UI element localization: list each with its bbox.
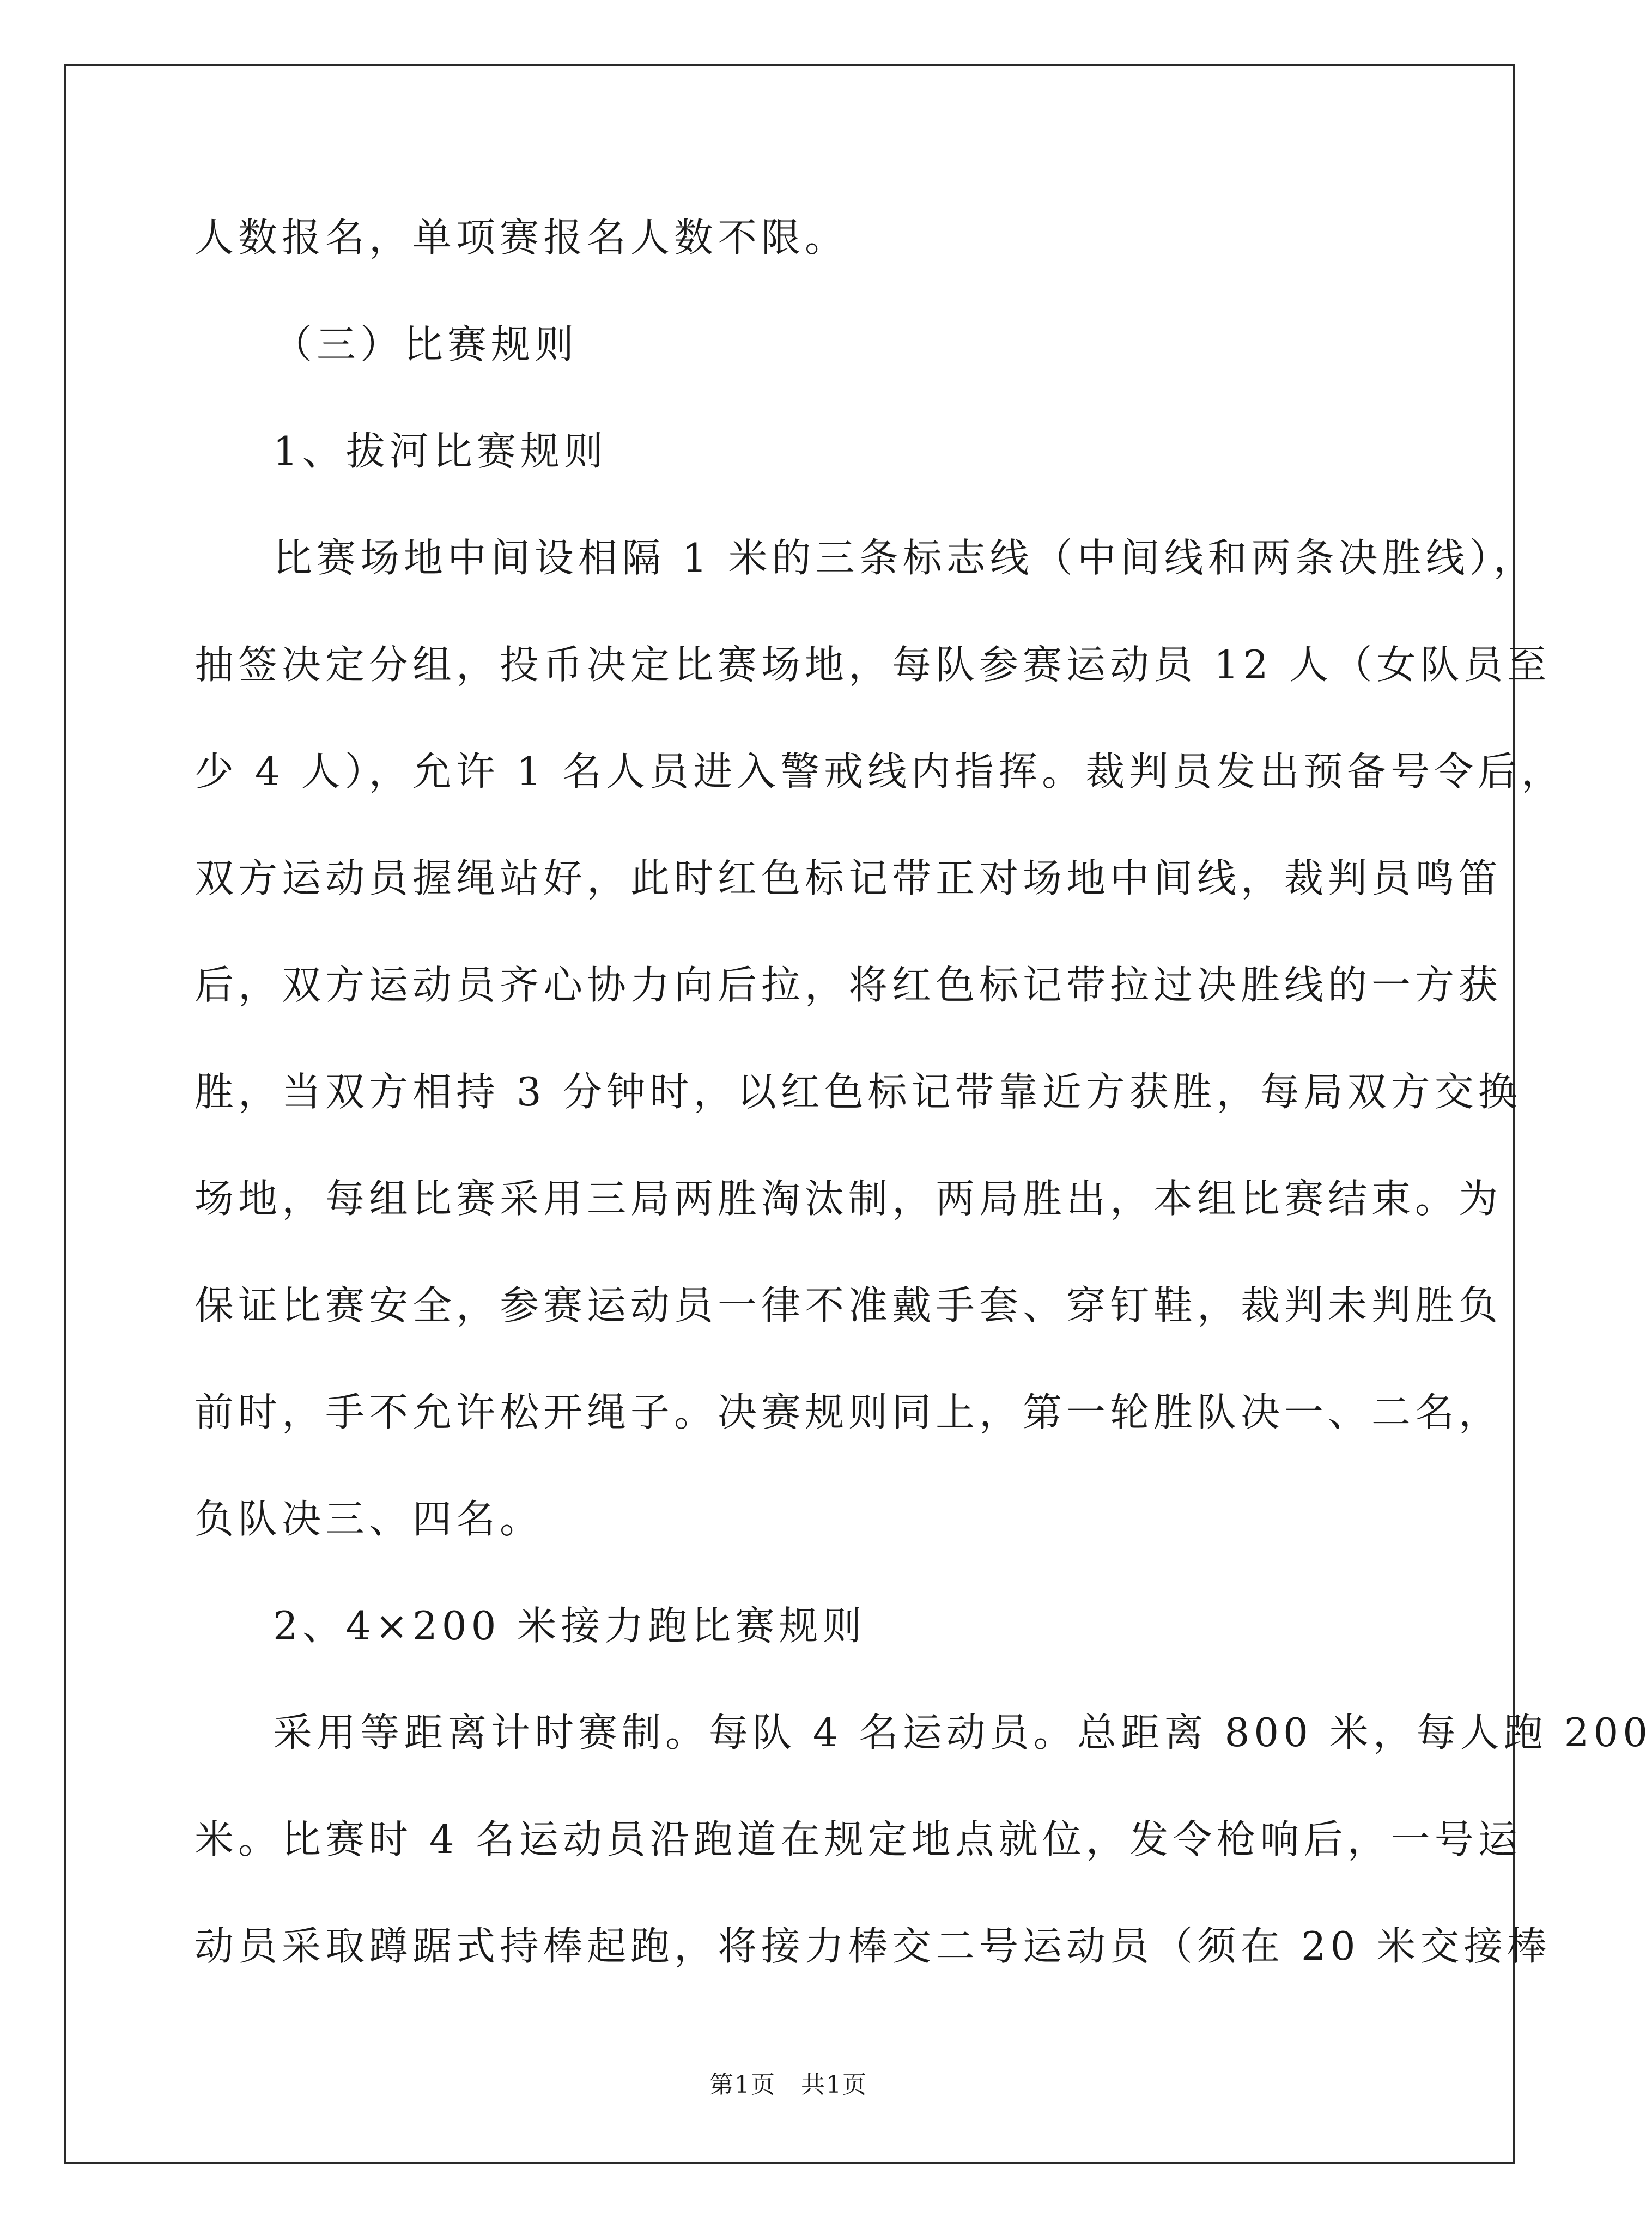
text-line: 场地，每组比赛采用三局两胜淘汰制，两局胜出，本组比赛结束。为 bbox=[195, 1176, 1503, 1222]
page-number-footer: 第1页 共1页 bbox=[709, 2071, 867, 2099]
text-line: 胜，当双方相持 3 分钟时，以红色标记带靠近方获胜，每局双方交换 bbox=[195, 1069, 1522, 1115]
text-line: 抽签决定分组，投币决定比赛场地，每队参赛运动员 12 人（女队员至 bbox=[195, 642, 1551, 688]
text-line: 米。比赛时 4 名运动员沿跑道在规定地点就位，发令枪响后，一号运 bbox=[195, 1816, 1522, 1862]
subsection-heading: 1、拔河比赛规则 bbox=[273, 428, 608, 474]
text-line: 保证比赛安全，参赛运动员一律不准戴手套、穿钉鞋，裁判未判胜负 bbox=[195, 1283, 1503, 1328]
text-line: 比赛场地中间设相隔 1 米的三条标志线（中间线和两条决胜线）， bbox=[273, 535, 1537, 581]
text-line: 前时，手不允许松开绳子。决赛规则同上，第一轮胜队决一、二名， bbox=[195, 1389, 1503, 1435]
text-line: 动员采取蹲踞式持棒起跑，将接力棒交二号运动员（须在 20 米交接棒 bbox=[195, 1923, 1551, 1969]
text-line: 双方运动员握绳站好，此时红色标记带正对场地中间线，裁判员鸣笛 bbox=[195, 855, 1503, 901]
text-line: 少 4 人），允许 1 名人员进入警戒线内指挥。裁判员发出预备号令后， bbox=[195, 749, 1565, 794]
section-heading: （三）比赛规则 bbox=[273, 321, 579, 367]
text-line: 人数报名，单项赛报名人数不限。 bbox=[195, 215, 849, 260]
subsection-heading: 2、4×200 米接力跑比赛规则 bbox=[273, 1603, 866, 1649]
text-line: 采用等距离计时赛制。每队 4 名运动员。总距离 800 米，每人跑 200 bbox=[273, 1710, 1652, 1755]
text-line: 负队决三、四名。 bbox=[195, 1496, 544, 1542]
document-body bbox=[195, 184, 1652, 2000]
text-line: 后，双方运动员齐心协力向后拉，将红色标记带拉过决胜线的一方获 bbox=[195, 962, 1503, 1008]
